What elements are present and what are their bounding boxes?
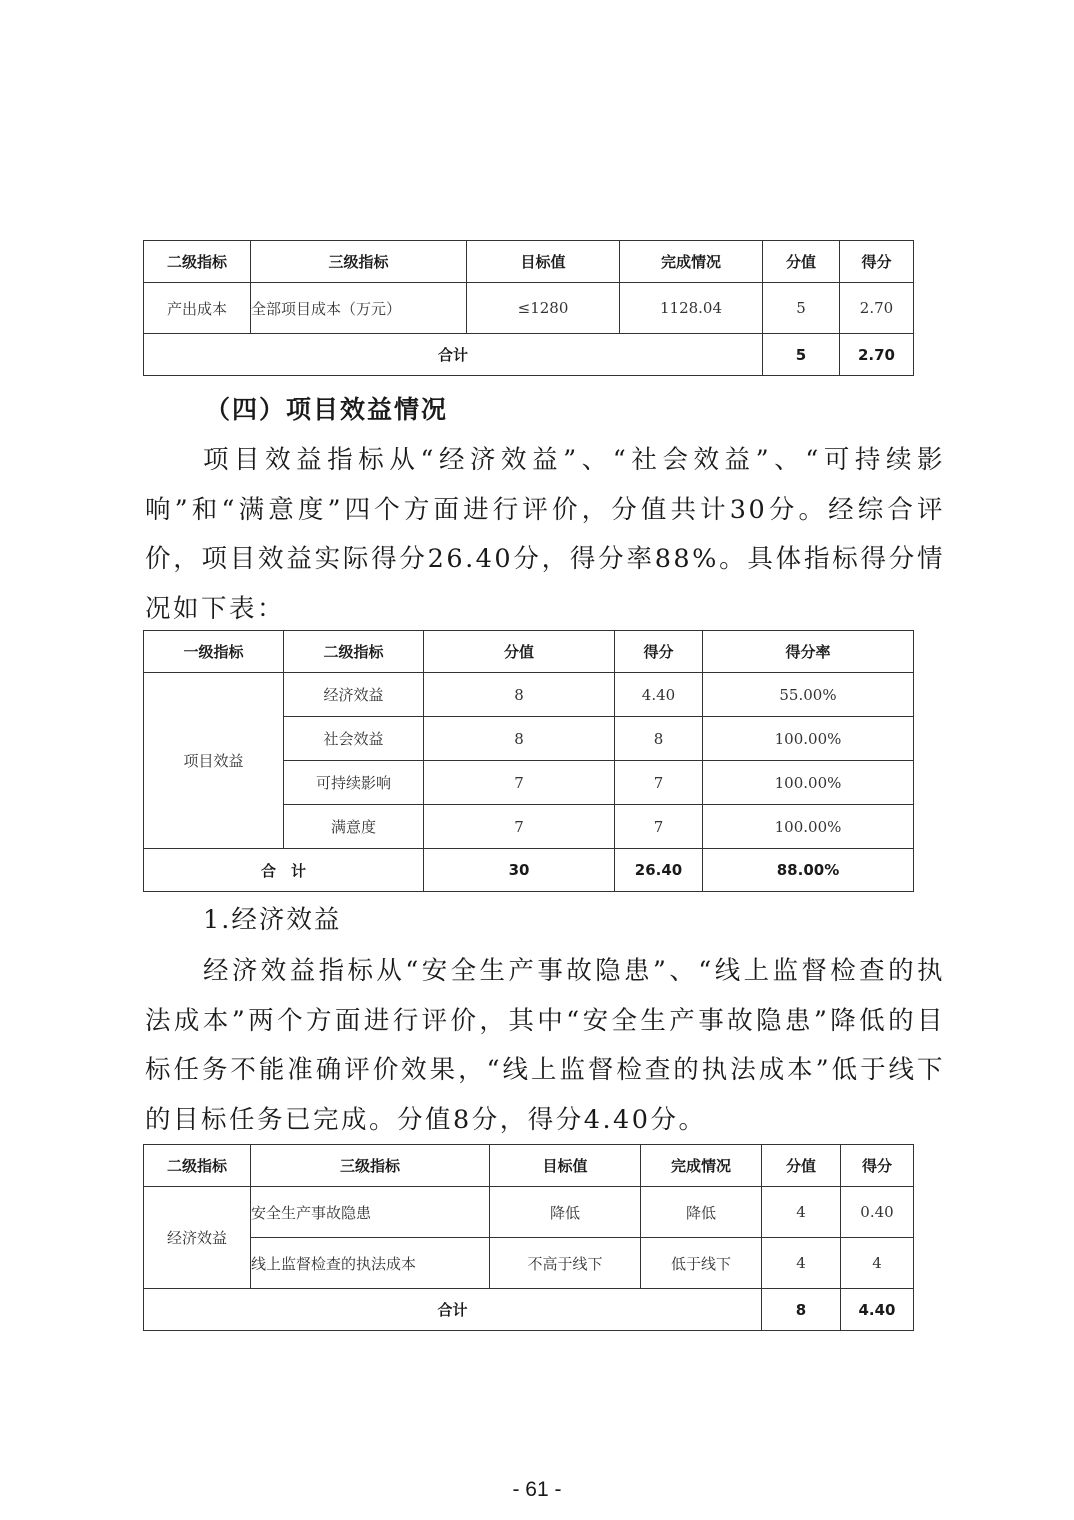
header-cell: 分值 (762, 1145, 841, 1187)
rate-cell: 100.00% (703, 805, 914, 849)
total-score: 26.40 (615, 849, 703, 892)
rate-cell: 55.00% (703, 673, 914, 717)
total-score: 2.70 (840, 334, 914, 376)
score-value-cell: 4 (762, 1238, 841, 1289)
rate-cell: 100.00% (703, 717, 914, 761)
header-cell: 一级指标 (144, 631, 284, 673)
score-value-cell: 5 (763, 283, 840, 334)
total-row (144, 334, 914, 376)
score-cell: 8 (615, 717, 703, 761)
table-row (144, 1238, 914, 1289)
header-cell: 分值 (763, 241, 840, 283)
header-cell: 得分 (615, 631, 703, 673)
level2-cell: 经济效益 (144, 1187, 251, 1289)
total-score: 4.40 (841, 1289, 914, 1331)
score-value-cell: 4 (762, 1187, 841, 1238)
section-paragraph: 项目效益指标从“经济效益”、“社会效益”、“可持续影响”和“满意度”四个方面进行评价，分值共计30分。经综合评价，项目效益实际得分26.40分，得分率88%。具体指标得分情况如下表： (145, 445, 945, 624)
table-header-row (144, 631, 914, 673)
score-cell: 7 (615, 805, 703, 849)
header-cell: 完成情况 (641, 1145, 762, 1187)
score-cell: 2.70 (840, 283, 914, 334)
page-number: - 61 - (512, 1478, 562, 1501)
header-cell: 分值 (424, 631, 615, 673)
score-cell: 0.40 (841, 1187, 914, 1238)
economic-benefit-table (143, 1144, 914, 1331)
actual-cell: 低于线下 (641, 1238, 762, 1289)
score-value-cell: 8 (424, 673, 615, 717)
score-cell: 4 (841, 1238, 914, 1289)
score-value-cell: 7 (424, 805, 615, 849)
table-header-row (144, 241, 914, 283)
target-cell: ≤1280 (467, 283, 620, 334)
header-cell: 目标值 (490, 1145, 641, 1187)
score-value-cell: 7 (424, 761, 615, 805)
header-cell: 三级指标 (251, 1145, 490, 1187)
total-label: 合计 (144, 334, 763, 376)
total-label: 合 计 (144, 849, 424, 892)
rate-cell: 100.00% (703, 761, 914, 805)
level3-cell: 安全生产事故隐患 (251, 1187, 490, 1238)
section-heading: （四）项目效益情况 (205, 395, 449, 424)
total-row (144, 849, 914, 892)
level2-cell: 满意度 (284, 805, 424, 849)
header-cell: 得分率 (703, 631, 914, 673)
header-cell: 三级指标 (251, 241, 467, 283)
level2-cell: 经济效益 (284, 673, 424, 717)
header-cell: 二级指标 (284, 631, 424, 673)
total-row (144, 1289, 914, 1331)
header-cell: 得分 (841, 1145, 914, 1187)
total-score-value: 30 (424, 849, 615, 892)
header-cell: 二级指标 (144, 241, 251, 283)
level2-cell: 可持续影响 (284, 761, 424, 805)
output-cost-table (143, 240, 914, 376)
level2-cell: 社会效益 (284, 717, 424, 761)
score-cell: 7 (615, 761, 703, 805)
header-cell: 二级指标 (144, 1145, 251, 1187)
total-score-value: 8 (762, 1289, 841, 1331)
level1-cell: 项目效益 (144, 673, 284, 849)
score-cell: 4.40 (615, 673, 703, 717)
table-row (144, 1187, 914, 1238)
level2-cell: 产出成本 (144, 283, 251, 334)
subsection-paragraph: 经济效益指标从“安全生产事故隐患”、“线上监督检查的执法成本”两个方面进行评价，其中“安全生产事故隐患”降低的目标任务不能准确评价效果，“线上监督检查的执法成本”低于线下的目标任务已完成。分值8分，得分4.40分。 (145, 956, 945, 1135)
header-cell: 完成情况 (620, 241, 763, 283)
level3-cell: 线上监督检查的执法成本 (251, 1238, 490, 1289)
total-label: 合计 (144, 1289, 762, 1331)
score-value-cell: 8 (424, 717, 615, 761)
total-rate: 88.00% (703, 849, 914, 892)
table-header-row (144, 1145, 914, 1187)
actual-cell: 1128.04 (620, 283, 763, 334)
table-row (144, 283, 914, 334)
subsection-heading: 1.经济效益 (203, 905, 342, 935)
actual-cell: 降低 (641, 1187, 762, 1238)
level3-cell: 全部项目成本（万元） (251, 283, 467, 334)
benefit-summary-table (143, 630, 914, 892)
target-cell: 不高于线下 (490, 1238, 641, 1289)
header-cell: 目标值 (467, 241, 620, 283)
header-cell: 得分 (840, 241, 914, 283)
total-score-value: 5 (763, 334, 840, 376)
target-cell: 降低 (490, 1187, 641, 1238)
table-row (144, 673, 914, 717)
